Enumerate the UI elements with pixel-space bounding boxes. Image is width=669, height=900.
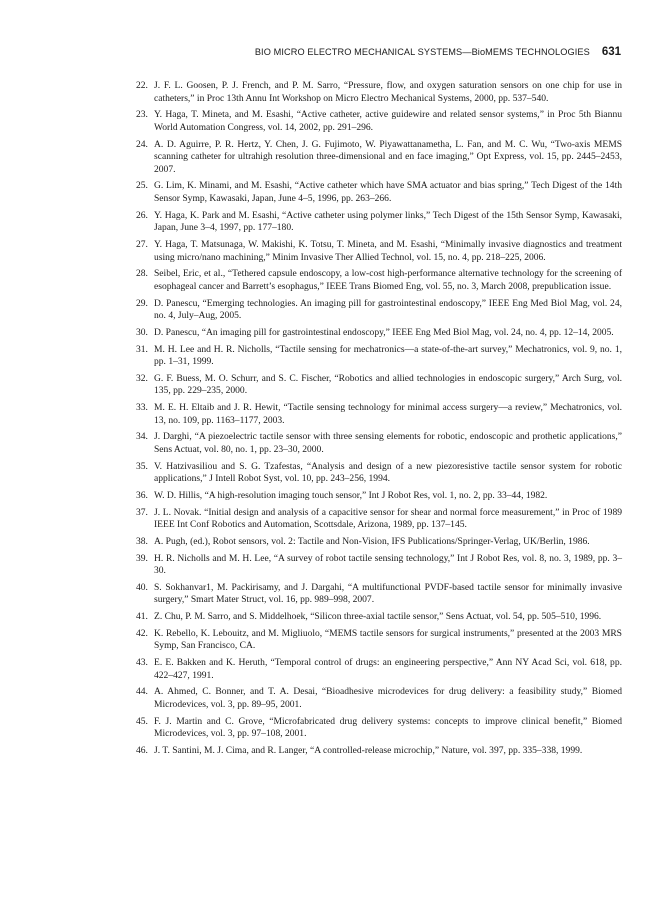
reference-item xyxy=(136,657,622,682)
running-header xyxy=(140,46,621,58)
reference-number: 33. xyxy=(136,402,148,414)
reference-text: Y. Haga, T. Matsunaga, W. Makishi, K. Totsu, T. Mineta, and M. Esashi, “Minimally invasive diagnostics and treatment using micro/nano machining,” Minim Invasive Ther Allied Technol, vol. 15, no. 4, pp. 218–225, 2006. xyxy=(154,239,622,263)
reference-text: V. Hatzivasiliou and S. G. Tzafestas, “Analysis and design of a new piezoresistive tactile sensor system for robotic applications,” J Intell Robot Syst, vol. 10, pp. 243–256, 1994. xyxy=(154,460,622,485)
reference-text: J. F. L. Goosen, P. J. French, and P. M. Sarro, “Pressure, flow, and oxygen saturation sensors on one chip for use in catheters,” in Proc 13th Annu Int Workshop on Micro Electro Mechanical Systems, 2000, pp. 537–540. xyxy=(154,80,622,104)
reference-item xyxy=(136,507,622,532)
reference-number: 39. xyxy=(136,552,148,564)
reference-text: D. Panescu, “An imaging pill for gastrointestinal endoscopy,” IEEE Eng Med Biol Mag, vol. 24, no. 4, pp. 12–14, 2005. xyxy=(154,326,614,338)
reference-number: 36. xyxy=(136,489,148,501)
reference-item xyxy=(136,402,622,427)
reference-item xyxy=(136,536,622,549)
reference-item xyxy=(136,553,622,578)
reference-text: G. Lim, K. Minami, and M. Esashi, “Active catheter which have SMA actuator and bias spring,” Tech Digest of the 14th Sensor Symp, Kawasaki, Japan, June 4–5, 1996, pp. 263–266. xyxy=(154,180,622,205)
reference-list xyxy=(136,80,622,762)
reference-number: 40. xyxy=(136,581,148,593)
reference-number: 43. xyxy=(136,657,148,669)
reference-text: Z. Chu, P. M. Sarro, and S. Middelhoek, “Silicon three-axial tactile sensor,” Sens Actuat, vol. 54, pp. 505–510, 1996. xyxy=(154,611,602,623)
reference-item xyxy=(136,745,622,758)
reference-text: S. Sokhanvar1, M. Packirisamy, and J. Dargahi, “A multifunctional PVDF-based tactile sensor for minimally invasive surgery,” Smart Mater Struct, vol. 16, pp. 989–998, 2007. xyxy=(154,581,622,606)
reference-number: 37. xyxy=(136,506,148,518)
reference-number: 38. xyxy=(136,535,148,547)
reference-item xyxy=(136,686,622,711)
reference-text: A. Pugh, (ed.), Robot sensors, vol. 2: Tactile and Non-Vision, IFS Publications/Springer-Verlag, UK/Berlin, 1986. xyxy=(154,535,590,547)
reference-text: J. L. Novak. “Initial design and analysis of a capacitive sensor for shear and normal force measurement,” in Proc of 1989 IEEE Int Conf Robotics and Automation, Scottsdale, Arizona, 1989, pp. 137–145. xyxy=(154,506,622,531)
reference-number: 22. xyxy=(136,80,148,91)
reference-item xyxy=(136,298,622,323)
reference-text: Y. Haga, T. Mineta, and M. Esashi, “Active catheter, active guidewire and related sensor systems,” in Proc 5th Biannu World Automation Congress, vol. 14, 2002, pp. 291–296. xyxy=(154,109,622,133)
reference-number: 26. xyxy=(136,209,148,221)
reference-text: M. H. Lee and H. R. Nicholls, “Tactile sensing for mechatronics—a state-of-the-art survey,” Mechatronics, vol. 9, no. 1, pp. 1–31, 1999. xyxy=(154,343,622,368)
reference-number: 23. xyxy=(136,109,148,121)
reference-number: 27. xyxy=(136,239,148,250)
reference-item xyxy=(136,109,622,134)
reference-number: 44. xyxy=(136,686,148,698)
reference-text: W. D. Hillis, “A high-resolution imaging touch sensor,” Int J Robot Res, vol. 1, no. 2, pp. 33–44, 1982. xyxy=(154,489,548,501)
reference-text: D. Panescu, “Emerging technologies. An imaging pill for gastrointestinal endoscopy,” IEEE Eng Med Biol Mag, vol. 24, no. 4, July–Aug, 2005. xyxy=(154,297,622,322)
reference-text: F. J. Martin and C. Grove, “Microfabricated drug delivery systems: concepts to improve clinical benefit,” Biomed Microdevices, vol. 3, pp. 97–108, 2001. xyxy=(154,715,622,740)
reference-item xyxy=(136,180,622,205)
reference-text: M. E. H. Eltaib and J. R. Hewit, “Tactile sensing technology for minimal access surgery—a review,” Mechatronics, vol. 13, no. 109, pp. 1163–1177, 2003. xyxy=(154,402,622,426)
reference-number: 30. xyxy=(136,326,148,338)
reference-item xyxy=(136,628,622,653)
reference-number: 35. xyxy=(136,460,148,472)
reference-text: Y. Haga, K. Park and M. Esashi, “Active catheter using polymer links,” Tech Digest of the 15th Sensor Symp, Kawasaki, Japan, June 3–4, 1997, pp. 177–180. xyxy=(154,209,622,234)
reference-item xyxy=(136,582,622,607)
reference-item xyxy=(136,431,622,456)
reference-number: 24. xyxy=(136,138,148,150)
reference-item xyxy=(136,716,622,741)
reference-item xyxy=(136,611,622,624)
reference-text: A. D. Aguirre, P. R. Hertz, Y. Chen, J. G. Fujimoto, W. Piyawattanametha, L. Fan, and M. C. Wu, “Two-axis MEMS scanning catheter for ultrahigh resolution three-dimensional and en face imaging,” Opt Express, vol. 15, pp. 2445–2453, 2007. xyxy=(154,138,622,175)
reference-number: 29. xyxy=(136,297,148,309)
reference-item xyxy=(136,490,622,503)
reference-item xyxy=(136,461,622,486)
running-title: BIO MICRO ELECTRO MECHANICAL SYSTEMS—BioMEMS TECHNOLOGIES xyxy=(254,47,590,57)
reference-item xyxy=(136,268,622,293)
reference-number: 34. xyxy=(136,431,148,443)
reference-number: 28. xyxy=(136,268,148,280)
reference-text: H. R. Nicholls and M. H. Lee, “A survey of robot tactile sensing technology,” Int J Robot Res, vol. 8, no. 3, 1989, pp. 3–30. xyxy=(154,552,622,577)
reference-number: 46. xyxy=(136,744,148,756)
reference-number: 42. xyxy=(136,627,148,639)
reference-number: 31. xyxy=(136,343,148,355)
reference-text: K. Rebello, K. Lebouitz, and M. Migliuolo, “MEMS tactile sensors for surgical instruments,” presented at the 2003 MRS Symp, San Francisco, CA. xyxy=(154,627,622,652)
reference-number: 25. xyxy=(136,180,148,192)
reference-item xyxy=(136,327,622,340)
reference-number: 45. xyxy=(136,715,148,727)
reference-item xyxy=(136,210,622,235)
reference-item xyxy=(136,344,622,369)
reference-text: A. Ahmed, C. Bonner, and T. A. Desai, “Bioadhesive microdevices for drug delivery: a feasibility study,” Biomed Microdevices, vol. 3, pp. 89–95, 2001. xyxy=(154,686,622,710)
reference-number: 32. xyxy=(136,372,148,384)
reference-number: 41. xyxy=(136,611,148,623)
page-number: 631 xyxy=(601,46,621,58)
reference-text: J. T. Santini, M. J. Cima, and R. Langer, “A controlled-release microchip,” Nature, vol. 397, pp. 335–338, 1999. xyxy=(154,744,583,756)
reference-text: J. Darghi, “A piezoelectric tactile sensor with three sensing elements for robotic, endoscopic and prothetic applications,” Sens Actuat, vol. 80, no. 1, pp. 23–30, 2000. xyxy=(154,431,622,455)
reference-item xyxy=(136,239,622,264)
reference-item xyxy=(136,139,622,177)
reference-text: G. F. Buess, M. O. Schurr, and S. C. Fischer, “Robotics and allied technologies in endoscopic surgery,” Arch Surg, vol. 135, pp. 229–235, 2000. xyxy=(154,372,622,397)
reference-item xyxy=(136,373,622,398)
reference-text: E. E. Bakken and K. Heruth, “Temporal control of drugs: an engineering perspective,” Ann NY Acad Sci, vol. 618, pp. 422–427, 1991. xyxy=(154,657,622,681)
reference-text: Seibel, Eric, et al., “Tethered capsule endoscopy, a low-cost high-performance alternative technology for the screening of esophageal cancer and Barrett’s esophagus,” IEEE Trans Biomed Eng, vol. 55, no. 3, March 2008, prepublication issue. xyxy=(154,268,622,292)
reference-item xyxy=(136,80,622,105)
